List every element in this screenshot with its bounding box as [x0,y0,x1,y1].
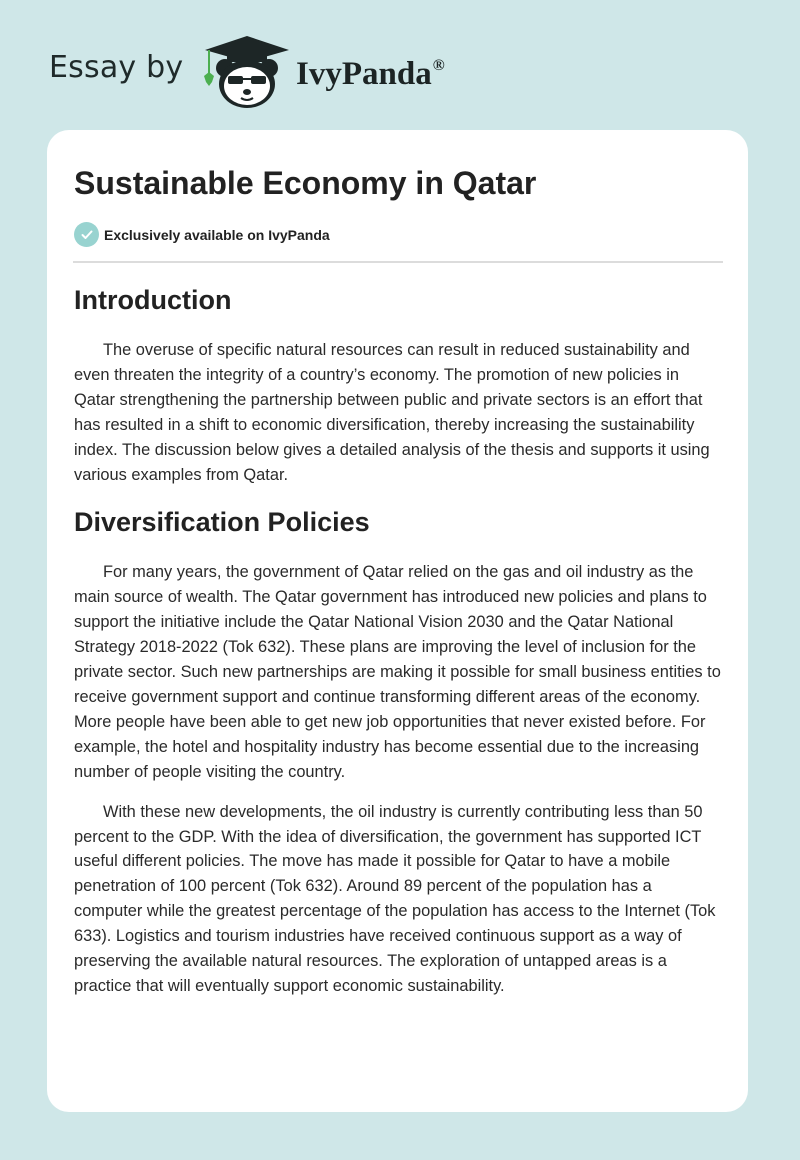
panda-graduation-cap-icon[interactable] [203,36,291,108]
exclusive-badge [74,222,330,247]
paragraph: The overuse of specific natural resources can result in reduced sustainability and even threaten the integrity of a country’s economy. The promotion of new policies in Qatar strengthening the partnership between public and private sectors is an effort that has resulted in a shift to economic diversification, thereby increasing the sustainability index. The discussion below gives a detailed analysis of the thesis and supports it using various examples from Qatar. [74,341,710,484]
essay-body [74,280,724,1014]
page-title: Sustainable Economy in Qatar [74,165,537,201]
essay-card [47,130,748,1112]
check-circle-icon [74,222,99,247]
section-diversification-policies [74,502,724,998]
paragraph: For many years, the government of Qatar relied on the gas and oil industry as the main source of wealth. The Qatar government has introduced new policies and plans to support the initiative include the Qatar National Vision 2030 and the Qatar National Strategy 2018-2022 (Tok 632). These plans are improving the level of inclusion for the private sector. Such new partnerships are making it possible for small business entities to receive government support and continue transforming different areas of the economy. More people have been able to get new job opportunities that never existed before. For example, the hotel and hospitality industry has become essential due to the increasing number of people visiting the country. [74,563,721,781]
site-header [0,0,800,130]
section-heading: Diversification Policies [74,507,370,538]
brand-text: IvyPanda [296,56,432,92]
divider [73,261,723,263]
paragraph: With these new developments, the oil industry is currently contributing less than 50 percent to the GDP. With the idea of diversification, the government has supported ICT useful different policies. The move has made it possible for Qatar to have a mobile penetration of 100 percent (Tok 632). Around 89 percent of the population has a computer while the greatest percentage of the population has access to the Internet (Tok 633). Logistics and tourism industries have received continuous support as a way of preserving the available natural resources. The exploration of untapped areas is a practice that will eventually support economic sustainability. [74,802,716,995]
section-introduction [74,280,724,487]
section-heading: Introduction [74,285,232,315]
essay-by-label: Essay by [49,50,184,85]
exclusive-label: Exclusively available on IvyPanda [104,226,330,243]
brand-name[interactable] [296,56,445,93]
registered-mark: ® [432,57,445,74]
